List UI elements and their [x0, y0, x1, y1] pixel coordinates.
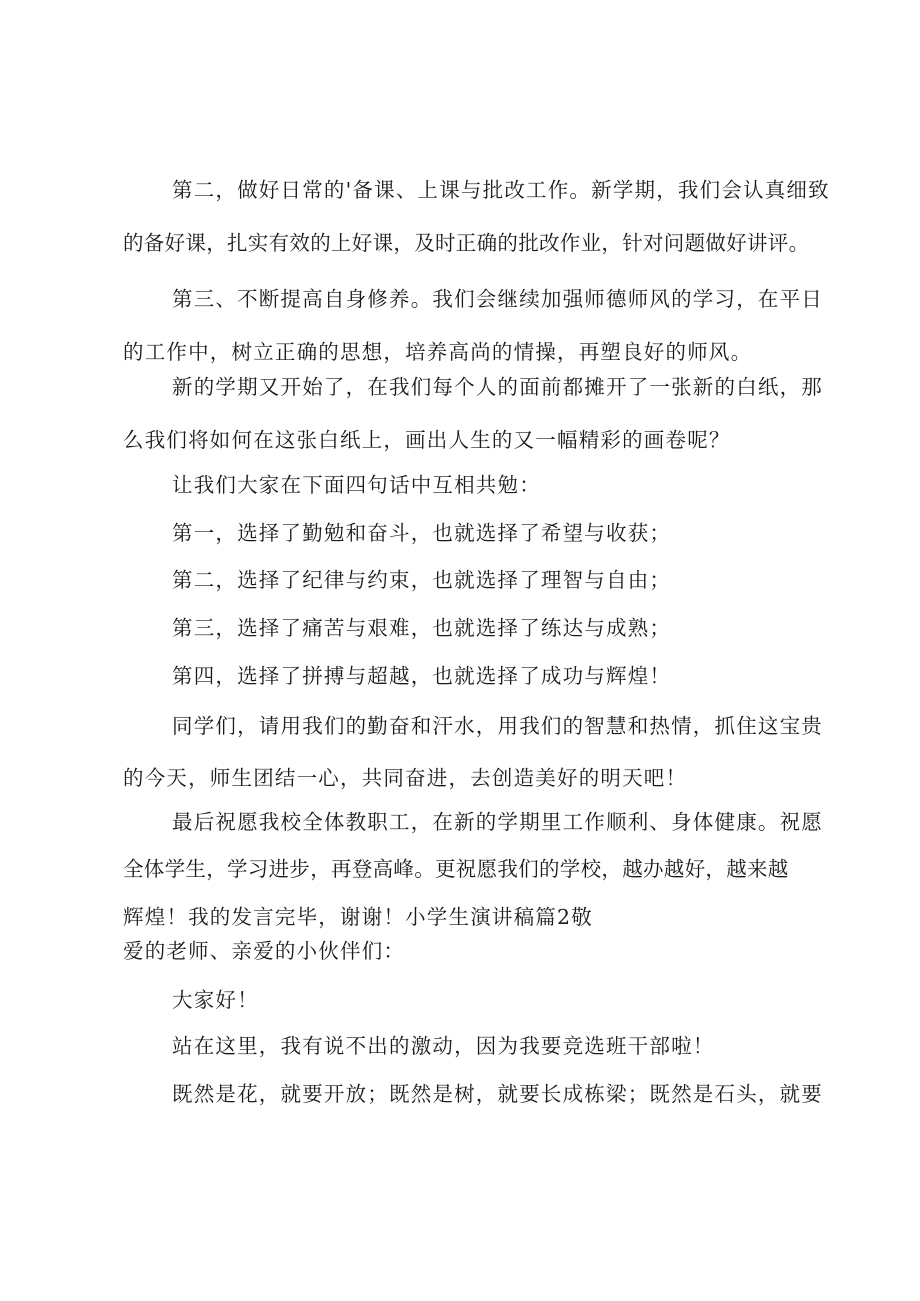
paragraph-wishes-line-2: 全体学生，学习进步，再登高峰。更祝愿我们的学校，越办越好，越来越: [123, 857, 789, 881]
paragraph-new-semester-line-2: 么我们将如何在这张白纸上，画出人生的又一幅精彩的画卷呢？: [123, 428, 731, 452]
paragraph-wishes-line-1: 最后祝愿我校全体教职工，在新的学期里工作顺利、身体健康。祝愿: [172, 810, 823, 834]
paragraph-greeting: 大家好！: [172, 988, 259, 1012]
paragraph-lesson-prep-line-1: 第二，做好日常的'备课、上课与批改工作。新学期，我们会认真细致: [172, 178, 830, 202]
paragraph-self-cultivation-line-1: 第三、不断提高自身修养。我们会继续加强师德师风的学习，在平日: [172, 287, 823, 311]
paragraph-choice-fourth: 第四，选择了拼搏与超越，也就选择了成功与辉煌！: [172, 664, 672, 688]
paragraph-wishes-line-4: 爱的老师、亲爱的小伙伴们：: [123, 939, 406, 963]
paragraph-choice-second: 第二，选择了纪律与约束，也就选择了理智与自由；: [172, 568, 672, 592]
paragraph-wishes-line-3: 辉煌！我的发言完毕，谢谢！小学生演讲稿篇2敬: [123, 905, 593, 929]
paragraph-students-line-2: 的今天，师生团结一心，共同奋进，去创造美好的明天吧！: [123, 766, 688, 790]
paragraph-choice-first: 第一，选择了勤勉和奋斗，也就选择了希望与收获；: [172, 521, 672, 545]
paragraph-self-cultivation-line-2: 的工作中，树立正确的思想，培养高尚的情操，再塑良好的师风。: [123, 340, 753, 364]
paragraph-lesson-prep-line-2: 的备好课，扎实有效的上好课，及时正确的批改作业，针对问题做好讲评。: [123, 231, 810, 255]
paragraph-encouragement-intro: 让我们大家在下面四句话中互相共勉：: [172, 473, 541, 497]
paragraph-students-line-1: 同学们，请用我们的勤奋和汗水，用我们的智慧和热情，抓住这宝贵: [172, 714, 823, 738]
paragraph-choice-third: 第三，选择了痛苦与艰难，也就选择了练达与成熟；: [172, 616, 672, 640]
paragraph-excitement: 站在这里，我有说不出的激动，因为我要竞选班干部啦！: [172, 1034, 715, 1058]
paragraph-new-semester-line-1: 新的学期又开始了，在我们每个人的面前都摊开了一张新的白纸，那: [172, 375, 823, 399]
paragraph-flower-tree-stone: 既然是花，就要开放；既然是树，就要长成栋梁；既然是石头，就要: [172, 1082, 823, 1106]
